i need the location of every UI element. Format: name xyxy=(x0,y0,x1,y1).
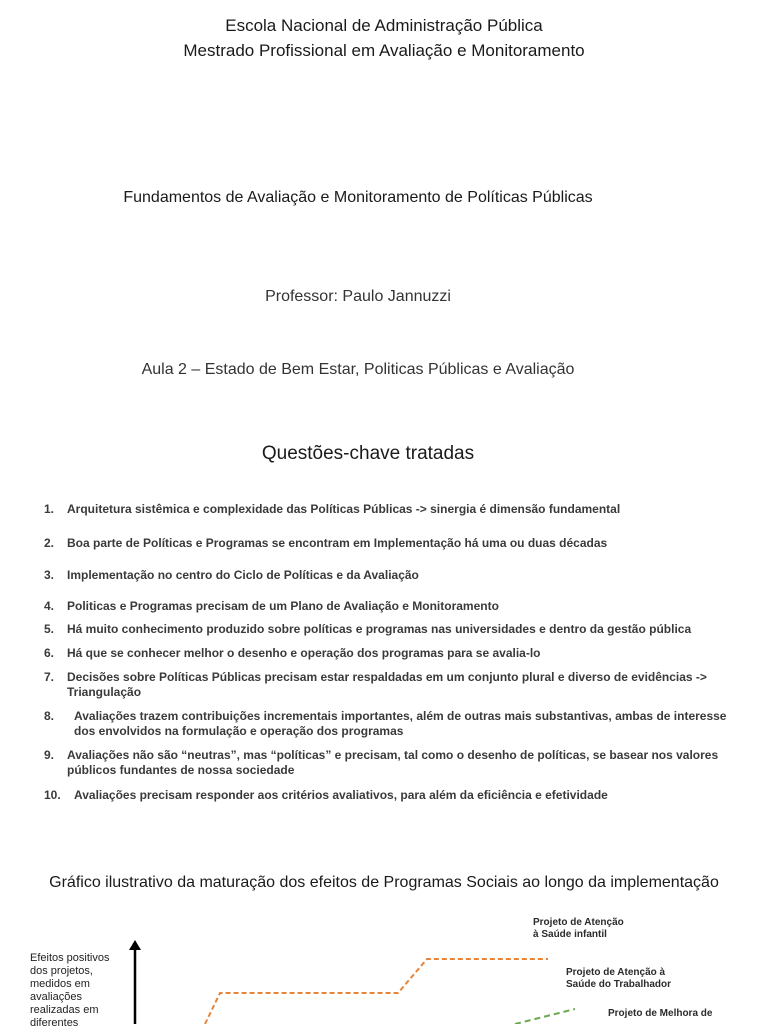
question-number: 4. xyxy=(44,599,55,613)
question-number: 8. xyxy=(44,709,55,723)
chart-y-axis-arrow xyxy=(129,940,141,950)
question-number: 7. xyxy=(44,670,55,684)
series-label-worker-health xyxy=(566,967,671,991)
question-item xyxy=(44,622,744,637)
question-item xyxy=(44,788,744,803)
series-label-line: Projeto de Atenção xyxy=(533,917,624,928)
chart-ylabel-line: realizadas em xyxy=(30,1004,99,1016)
series-label-line: Saúde do Trabalhador xyxy=(566,979,672,990)
question-text: Avaliações precisam responder aos critérios avaliativos, para além da eficiência e efetividade xyxy=(74,788,608,802)
chart-ylabel-line: medidos em xyxy=(30,978,90,990)
question-text: Implementação no centro do Ciclo de Políticas e da Avaliação xyxy=(67,568,419,582)
question-item xyxy=(44,709,744,739)
chart-ylabel-line: dos projetos, xyxy=(30,965,93,977)
series-line-worker-health xyxy=(515,1009,575,1024)
series-label-child-health xyxy=(533,917,624,941)
question-item xyxy=(44,670,744,700)
question-text: Arquitetura sistêmica e complexidade das Políticas Públicas -> sinergia é dimensão fundamental xyxy=(67,502,621,516)
school-name: Escola Nacional de Administração Pública xyxy=(225,16,543,35)
question-text: Avaliações não são “neutras”, mas “políticas” e precisam, tal como o desenho de políticas, se basear nos valores públicos fundantes de nossa sociedade xyxy=(67,748,719,777)
question-text: Há que se conhecer melhor o desenho e operação dos programas para se avalia-lo xyxy=(67,646,541,660)
chart-ylabel-line: diferentes xyxy=(30,1017,79,1029)
question-item xyxy=(44,536,744,551)
question-item xyxy=(44,502,744,517)
chart-ylabel-line: Efeitos positivos xyxy=(30,952,110,964)
series-label-improvement xyxy=(608,1008,712,1020)
question-number: 1. xyxy=(44,502,55,516)
question-number: 3. xyxy=(44,568,55,582)
question-text: Decisões sobre Políticas Públicas precisam estar respaldadas em um conjunto plural e diverso de evidências -> Triangulação xyxy=(67,670,707,699)
program-name: Mestrado Profissional em Avaliação e Monitoramento xyxy=(183,41,585,60)
chart-ylabel-line: avaliações xyxy=(30,991,82,1003)
question-number: 5. xyxy=(44,622,55,636)
question-text: Politicas e Programas precisam de um Plano de Avaliação e Monitoramento xyxy=(67,599,499,613)
question-text: Avaliações trazem contribuições incrementais importantes, além de outras mais substantivas, ambas de interesse dos envolvidos na formulação e operação dos programas xyxy=(74,709,727,738)
question-item xyxy=(44,599,744,614)
series-label-line: Projeto de Atenção à xyxy=(566,967,666,978)
questions-heading: Questões-chave tratadas xyxy=(261,443,475,464)
series-label-line: à Saúde infantil xyxy=(533,929,607,940)
professor-name: Professor: Paulo Jannuzzi xyxy=(265,288,451,305)
question-number: 10. xyxy=(44,788,61,802)
question-text: Boa parte de Políticas e Programas se encontram em Implementação há uma ou duas décadas xyxy=(67,536,608,550)
question-item xyxy=(44,646,744,661)
lecture-title: Aula 2 – Estado de Bem Estar, Politicas Públicas e Avaliação xyxy=(141,361,575,378)
chart-title: Gráfico ilustrativo da maturação dos efeitos de Programas Sociais ao longo da implementação xyxy=(49,874,719,891)
question-item xyxy=(44,568,744,583)
question-number: 2. xyxy=(44,536,55,550)
series-label-line: Projeto de Melhora de xyxy=(608,1008,713,1019)
series-line-child-health xyxy=(205,959,548,1024)
course-title: Fundamentos de Avaliação e Monitoramento de Políticas Públicas xyxy=(123,189,593,206)
question-item xyxy=(44,748,744,778)
question-number: 9. xyxy=(44,748,55,762)
question-number: 6. xyxy=(44,646,55,660)
maturation-chart xyxy=(0,900,768,1024)
question-text: Há muito conhecimento produzido sobre políticas e programas nas universidades e dentro da gestão pública xyxy=(67,622,692,636)
